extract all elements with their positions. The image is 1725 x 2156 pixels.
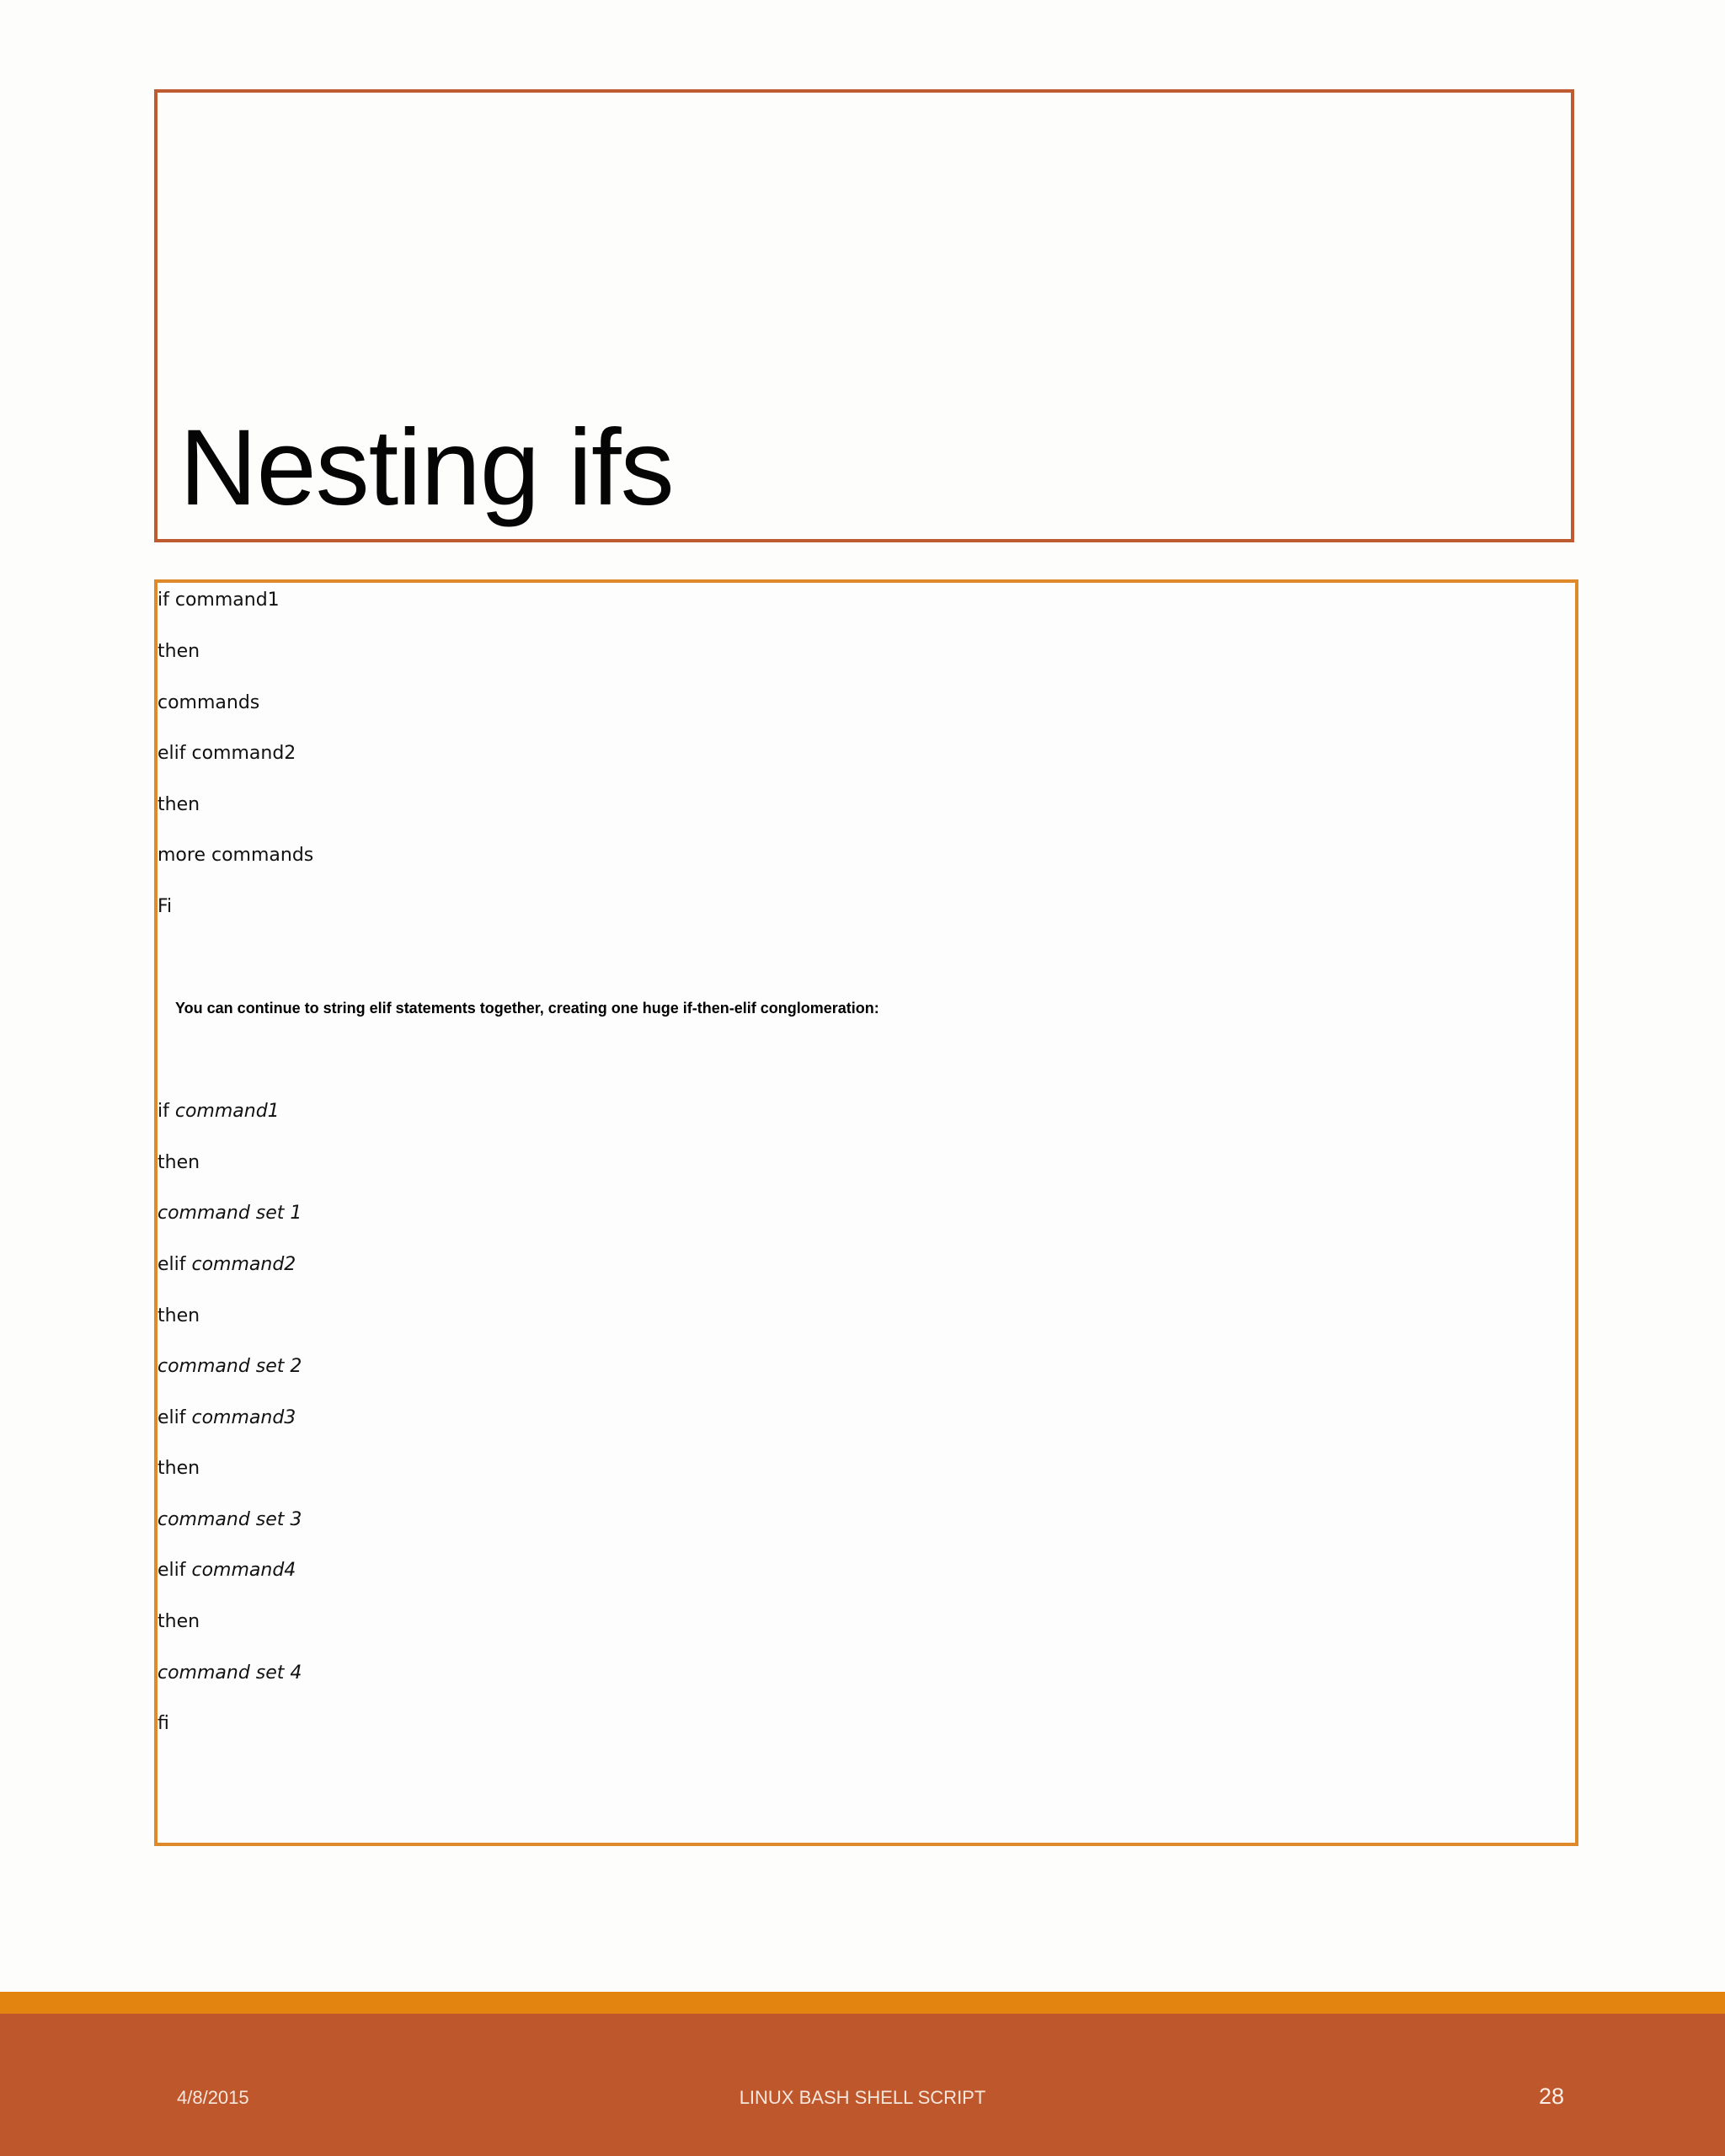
- argument: command2: [191, 1254, 296, 1275]
- code-line: elif command2: [158, 743, 296, 764]
- page-number: 28: [1538, 2084, 1564, 2109]
- footer-accent-stripe: [0, 1992, 1725, 2014]
- code-line: then: [158, 1152, 200, 1173]
- code-line: commands: [158, 692, 260, 713]
- keyword: elif: [158, 1407, 192, 1428]
- code-line: [158, 1102, 280, 1121]
- footer-title: LINUX BASH SHELL SCRIPT: [739, 2087, 986, 2108]
- code-line: command set 2: [158, 1356, 302, 1377]
- title-placeholder: [154, 89, 1574, 542]
- code-line: then: [158, 1611, 200, 1632]
- code-line: command set 3: [158, 1509, 302, 1530]
- code-line: command set 1: [158, 1203, 302, 1224]
- code-line: then: [158, 1458, 200, 1479]
- argument: command3: [191, 1407, 296, 1428]
- code-line: [158, 1561, 296, 1580]
- argument: command1: [174, 1101, 280, 1122]
- code-line: if command1: [158, 590, 280, 611]
- code-line: then: [158, 794, 200, 815]
- elif-note: You can continue to string elif statements together, creating one huge if-then-elif conglomeration:: [175, 1000, 879, 1017]
- code-line: fi: [158, 1713, 169, 1734]
- keyword: elif: [158, 1560, 192, 1581]
- argument: command4: [191, 1560, 296, 1581]
- code-line: [158, 1256, 296, 1274]
- code-line: command set 4: [158, 1662, 302, 1684]
- content-placeholder: [154, 579, 1578, 1846]
- code-line: [158, 1409, 296, 1428]
- code-line: Fi: [158, 896, 173, 917]
- code-line: then: [158, 641, 200, 662]
- keyword: if: [158, 1101, 175, 1122]
- keyword: elif: [158, 1254, 192, 1275]
- slide-footer: [0, 2014, 1725, 2156]
- code-line: more commands: [158, 845, 314, 866]
- code-line: then: [158, 1305, 200, 1326]
- slide-title: Nesting ifs: [179, 408, 674, 528]
- footer-date: 4/8/2015: [177, 2087, 249, 2108]
